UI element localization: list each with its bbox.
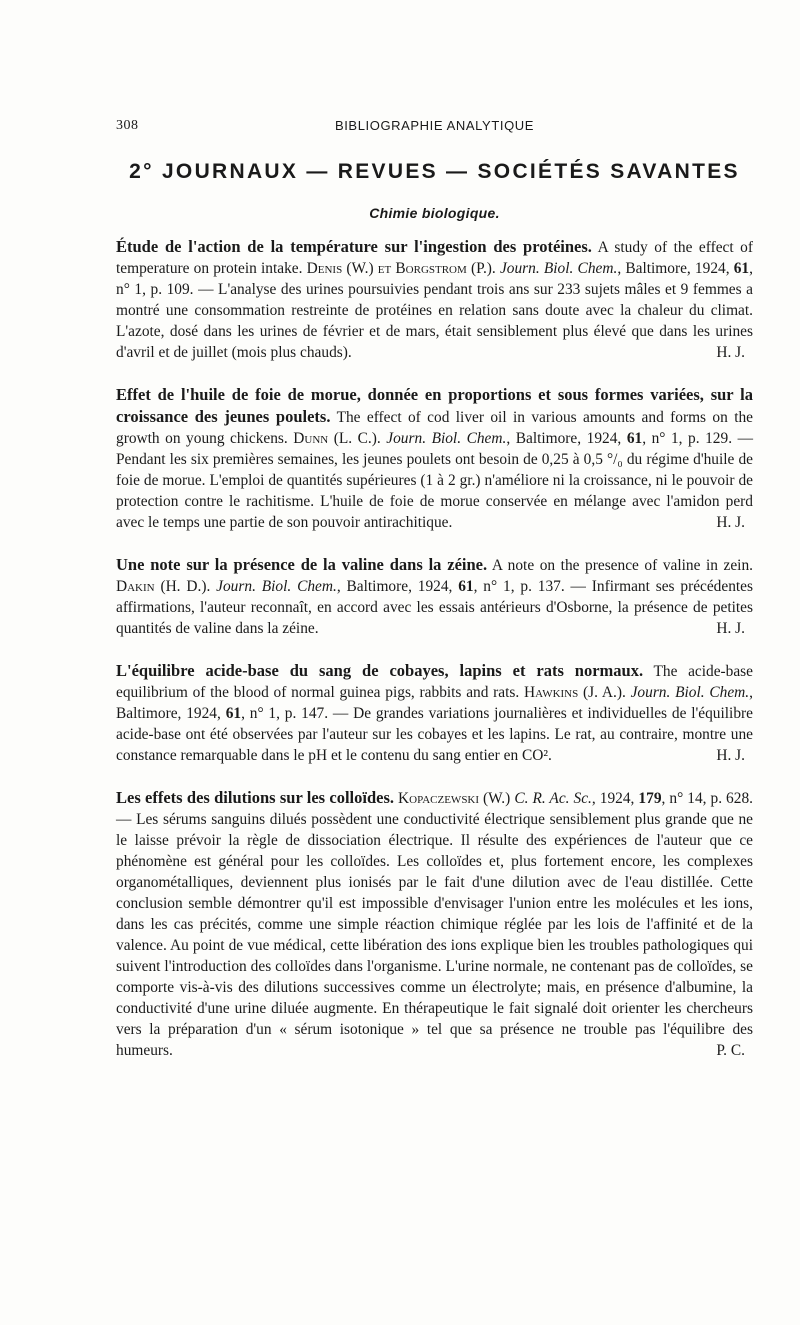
entry-authors: Dakin (H. D.). <box>116 578 211 595</box>
entry-journal: Journ. Biol. Chem. <box>216 578 337 595</box>
entry-place-year: , Baltimore, 1924, <box>506 430 627 447</box>
entry-english-title: The effect of cod liver oil in various amounts and forms on the growth on young chickens. <box>116 409 753 447</box>
entry-authors: Hawkins (J. A.). <box>524 684 626 701</box>
entry-place-year: , Baltimore, 1924, <box>336 578 459 595</box>
entry-journal: Journ. Biol. Chem. <box>386 430 507 447</box>
entry-title: Les effets des dilutions sur les colloïdes. <box>116 788 395 807</box>
entry-journal: Journ. Biol. Chem. <box>499 260 618 277</box>
entry-title: L'équilibre acide-base du sang de cobayes, lapins et rats normaux. <box>116 661 644 680</box>
entry-journal: C. R. Ac. Sc. <box>514 790 592 807</box>
entry-english-title: A note on the presence of valine in zein. <box>491 557 753 574</box>
entry-place-year: , 1924, <box>591 790 639 807</box>
entry-initials: P. C. <box>716 1042 745 1059</box>
entry-initials: H. J. <box>716 620 745 637</box>
entry-issue-page: , n° 1, p. 137. — <box>473 578 586 595</box>
entry-volume: 61 <box>458 578 474 595</box>
entry-journal: Journ. Biol. Chem. <box>630 684 750 701</box>
entry-abstract: Les sérums sanguins dilués possèdent une conductivité électrique sensiblement plus grande que ne le laisse prévoir la règle de dissociation électrique. Il résulte des expériences de l'auteur que ce phénomène est général pour les colloïdes. Les colloïdes et, plus fortement encore, les complexes organométalliques, deviennent plus ionisés par le fait d'une dilution avec de l'eau distillée. Cette conclusion semble démontrer qu'il est impossible d'envisager l'union entre les molécules et les ions, dans les cas précités, comme une simple réaction chimique réglée par les lois de l'affinité et de la valence. Au point de vue médical, cette libération des ions explique bien les troubles pathologiques qui suivent l'introduction des colloïdes dans l'organisme. L'urine normale, ne contenant pas de colloïdes, se comporte vis-à-vis des dilutions successives comme un électrolyte; mais, en présence d'albumine, la conductivité d'une urine diluée augmente. En thérapeutique le fait signalé doit orienter les chercheurs vers la préparation d'un « sérum isotonique » tel que sa présence ne trouble pas l'équilibre des humeurs. <box>116 811 753 1059</box>
entry-volume: 179 <box>638 790 662 807</box>
entry-initials: H. J. <box>716 747 745 764</box>
entry-title: Étude de l'action de la température sur l'ingestion des protéines. <box>116 237 592 256</box>
entry-issue-page: , n° 14, p. 628. — <box>116 790 753 828</box>
entry-title: Une note sur la présence de la valine dans la zéine. <box>116 555 488 574</box>
bibliography-entry <box>116 236 753 363</box>
running-head <box>116 118 753 138</box>
entry-volume: 61 <box>225 705 242 722</box>
subsection-heading: Chimie biologique. <box>369 205 500 221</box>
entry-authors: Dunn (L. C.). <box>293 430 381 447</box>
entry-authors: Kopaczewski (W.) <box>398 790 511 807</box>
bibliography-entry <box>116 660 753 766</box>
entry-issue-page: , n° 1, p. 129. — <box>642 430 753 447</box>
bibliography-entry <box>116 554 753 639</box>
entry-volume: 61 <box>733 260 750 277</box>
page-number: 308 <box>116 118 139 133</box>
entry-place-year: , Baltimore, 1924, <box>617 260 734 277</box>
running-title: BIBLIOGRAPHIE ANALYTIQUE <box>334 118 535 133</box>
entry-initials: H. J. <box>716 344 745 361</box>
entry-abstract: Pendant les six premières semaines, les jeunes poulets ont besoin de 0,25 à 0,5 °/₀ du régime d'huile de foie de morue. L'emploi de quantités supérieures (1 à 2 gr.) n'améliore ni la croissance, ni le pouvoir de protection contre le rachitisme. L'huile de foie de morue conservée en mélange avec l'amidon perd avec le temps une partie de son pouvoir antirachitique. <box>116 451 753 531</box>
entry-english-title: The acide-base equilibrium of the blood of normal guinea pigs, rabbits and rats. <box>116 663 754 701</box>
entry-issue-page: , n° 1, p. 109. — <box>116 260 753 298</box>
entry-english-title: A study of the effect of temperature on protein intake. <box>116 239 753 277</box>
entry-initials: H. J. <box>716 514 745 531</box>
entry-authors: Denis (W.) et Borgstrom (P.). <box>306 260 496 277</box>
entry-abstract: De grandes variations journalières et individuelles de l'équilibre acide-base ont été observées par l'auteur sur les cobayes et les lapins. Le rat, au contraire, montre une constance remarquable dans le pH et le contenu du sang entier en CO². <box>116 705 753 764</box>
entry-abstract: Infirmant ses précédentes affirmations, l'auteur reconnaît, en accord avec les essais antérieurs d'Osborne, la présence de petites quantités de valine dans la zéine. <box>116 578 754 637</box>
entry-place-year: , Baltimore, 1924, <box>116 684 753 722</box>
entries-list <box>116 236 753 1061</box>
entry-volume: 61 <box>626 430 643 447</box>
bibliography-entry <box>116 787 753 1061</box>
entry-title: Effet de l'huile de foie de morue, donnée en proportions et sous formes variées, sur la croissance des jeunes poulets. <box>116 385 753 426</box>
entry-abstract: L'analyse des urines poursuivies pendant trois ans sur 233 sujets mâles et 9 femmes a montré une consommation restreinte de protéines en relation sans doute avec la chaleur du climat. L'azote, dosé dans les urines de février et de mars, était sensiblement plus élevé que dans les urines d'avril et de juillet (mois plus chauds). <box>116 281 753 361</box>
bibliography-entry <box>116 384 753 533</box>
section-heading: 2° JOURNAUX — REVUES — SOCIÉTÉS SAVANTES <box>129 160 740 183</box>
entry-issue-page: , n° 1, p. 147. — <box>241 705 349 722</box>
